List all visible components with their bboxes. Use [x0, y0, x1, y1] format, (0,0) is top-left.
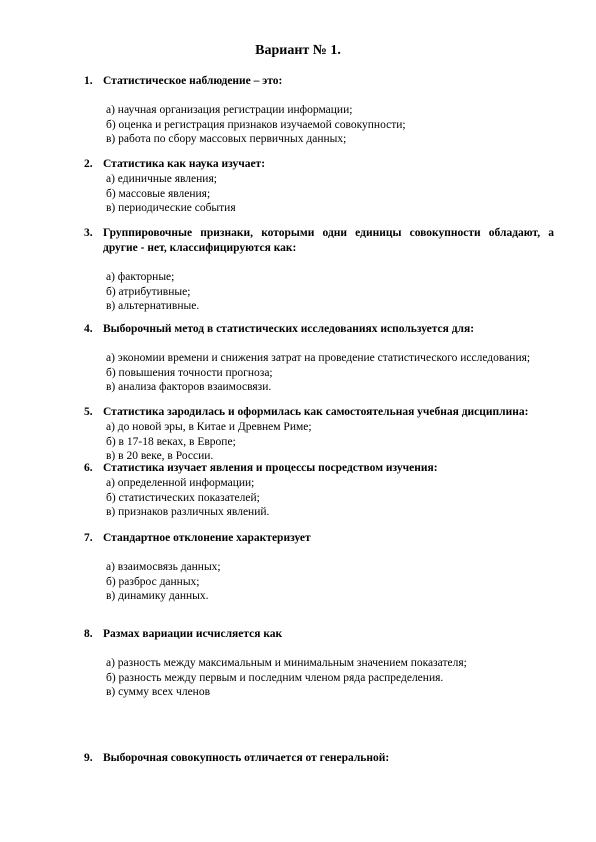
question-number: 3. [84, 227, 93, 239]
answer-option-c: в) периодические события [106, 202, 236, 215]
question-text: Группировочные признаки, которыми одни единицы совокупности обладают, а другие - нет, классифицируются как: [103, 227, 554, 254]
question-text: Статистическое наблюдение – это: [103, 75, 283, 87]
question-number: 4. [84, 323, 93, 335]
answer-option-c: в) анализа факторов взаимосвязи. [106, 381, 272, 394]
answer-options [106, 103, 554, 147]
answer-option-c: в) динамику данных. [106, 590, 209, 603]
question-text: Выборочная совокупность отличается от генеральной: [103, 752, 390, 764]
answer-option-a: а) экономии времени и снижения затрат на проведение статистического исследования; [106, 352, 531, 364]
page-title: Вариант № 1. [255, 43, 341, 58]
answer-option-a: а) единичные явления; [106, 173, 217, 185]
question-2 [84, 157, 554, 216]
answer-options [106, 656, 554, 700]
answer-option-b: б) разность между первым и последним членом ряда распределения. [106, 671, 444, 684]
question-text: Стандартное отклонение характеризует [103, 532, 311, 544]
question-number: 1. [84, 75, 93, 87]
answer-option-a: а) до новой эры, в Китае и Древнем Риме; [106, 421, 312, 433]
answer-option-c: в) в 20 веке, в России. [106, 450, 214, 463]
answer-option-c: в) работа по сбору массовых первичных данных; [106, 133, 347, 146]
question-text: Статистика как наука изучает: [103, 158, 266, 170]
answer-option-a: а) факторные; [106, 271, 175, 283]
answer-options [106, 560, 554, 604]
answer-options [106, 420, 554, 464]
answer-option-c: в) альтернативные. [106, 300, 200, 313]
question-number: 5. [84, 406, 93, 418]
answer-options [106, 172, 554, 216]
question-number: 6. [84, 462, 93, 474]
question-4 [84, 322, 554, 395]
question-6 [84, 461, 554, 520]
question-text: Выборочный метод в статистических исследованиях используется для: [103, 323, 475, 335]
answer-option-a: а) взаимосвязь данных; [106, 561, 221, 573]
answer-options [106, 476, 554, 520]
answer-option-b: б) атрибутивные; [106, 285, 191, 298]
question-8 [84, 627, 554, 700]
question-text: Статистика зародилась и оформилась как самостоятельная учебная дисциплина: [103, 406, 529, 418]
question-number: 8. [84, 628, 93, 640]
answer-option-b: б) разброс данных; [106, 575, 200, 588]
answer-option-a: а) определенной информации; [106, 477, 255, 489]
answer-option-b: б) статистических показателей; [106, 491, 260, 504]
answer-option-a: а) разность между максимальным и минимальным значением показателя; [106, 657, 467, 669]
question-number: 2. [84, 158, 93, 170]
answer-option-c: в) признаков различных явлений. [106, 506, 270, 519]
question-3 [84, 226, 554, 314]
question-1 [84, 74, 554, 147]
question-text: Размах вариации исчисляется как [103, 628, 283, 640]
answer-options [106, 270, 554, 314]
answer-option-a: а) научная организация регистрации информации; [106, 104, 353, 116]
answer-options [106, 351, 554, 395]
question-7 [84, 531, 554, 604]
answer-option-b: б) массовые явления; [106, 187, 211, 200]
question-number: 7. [84, 532, 93, 544]
answer-option-c: в) сумму всех членов [106, 686, 211, 699]
answer-option-b: б) оценка и регистрация признаков изучаемой совокупности; [106, 118, 406, 131]
answer-option-b: б) повышения точности прогноза; [106, 366, 273, 379]
answer-option-b: б) в 17-18 веках, в Европе; [106, 435, 236, 448]
question-5 [84, 405, 554, 464]
question-9 [84, 751, 554, 766]
question-number: 9. [84, 752, 93, 764]
question-text: Статистика изучает явления и процессы посредством изучения: [103, 462, 438, 474]
